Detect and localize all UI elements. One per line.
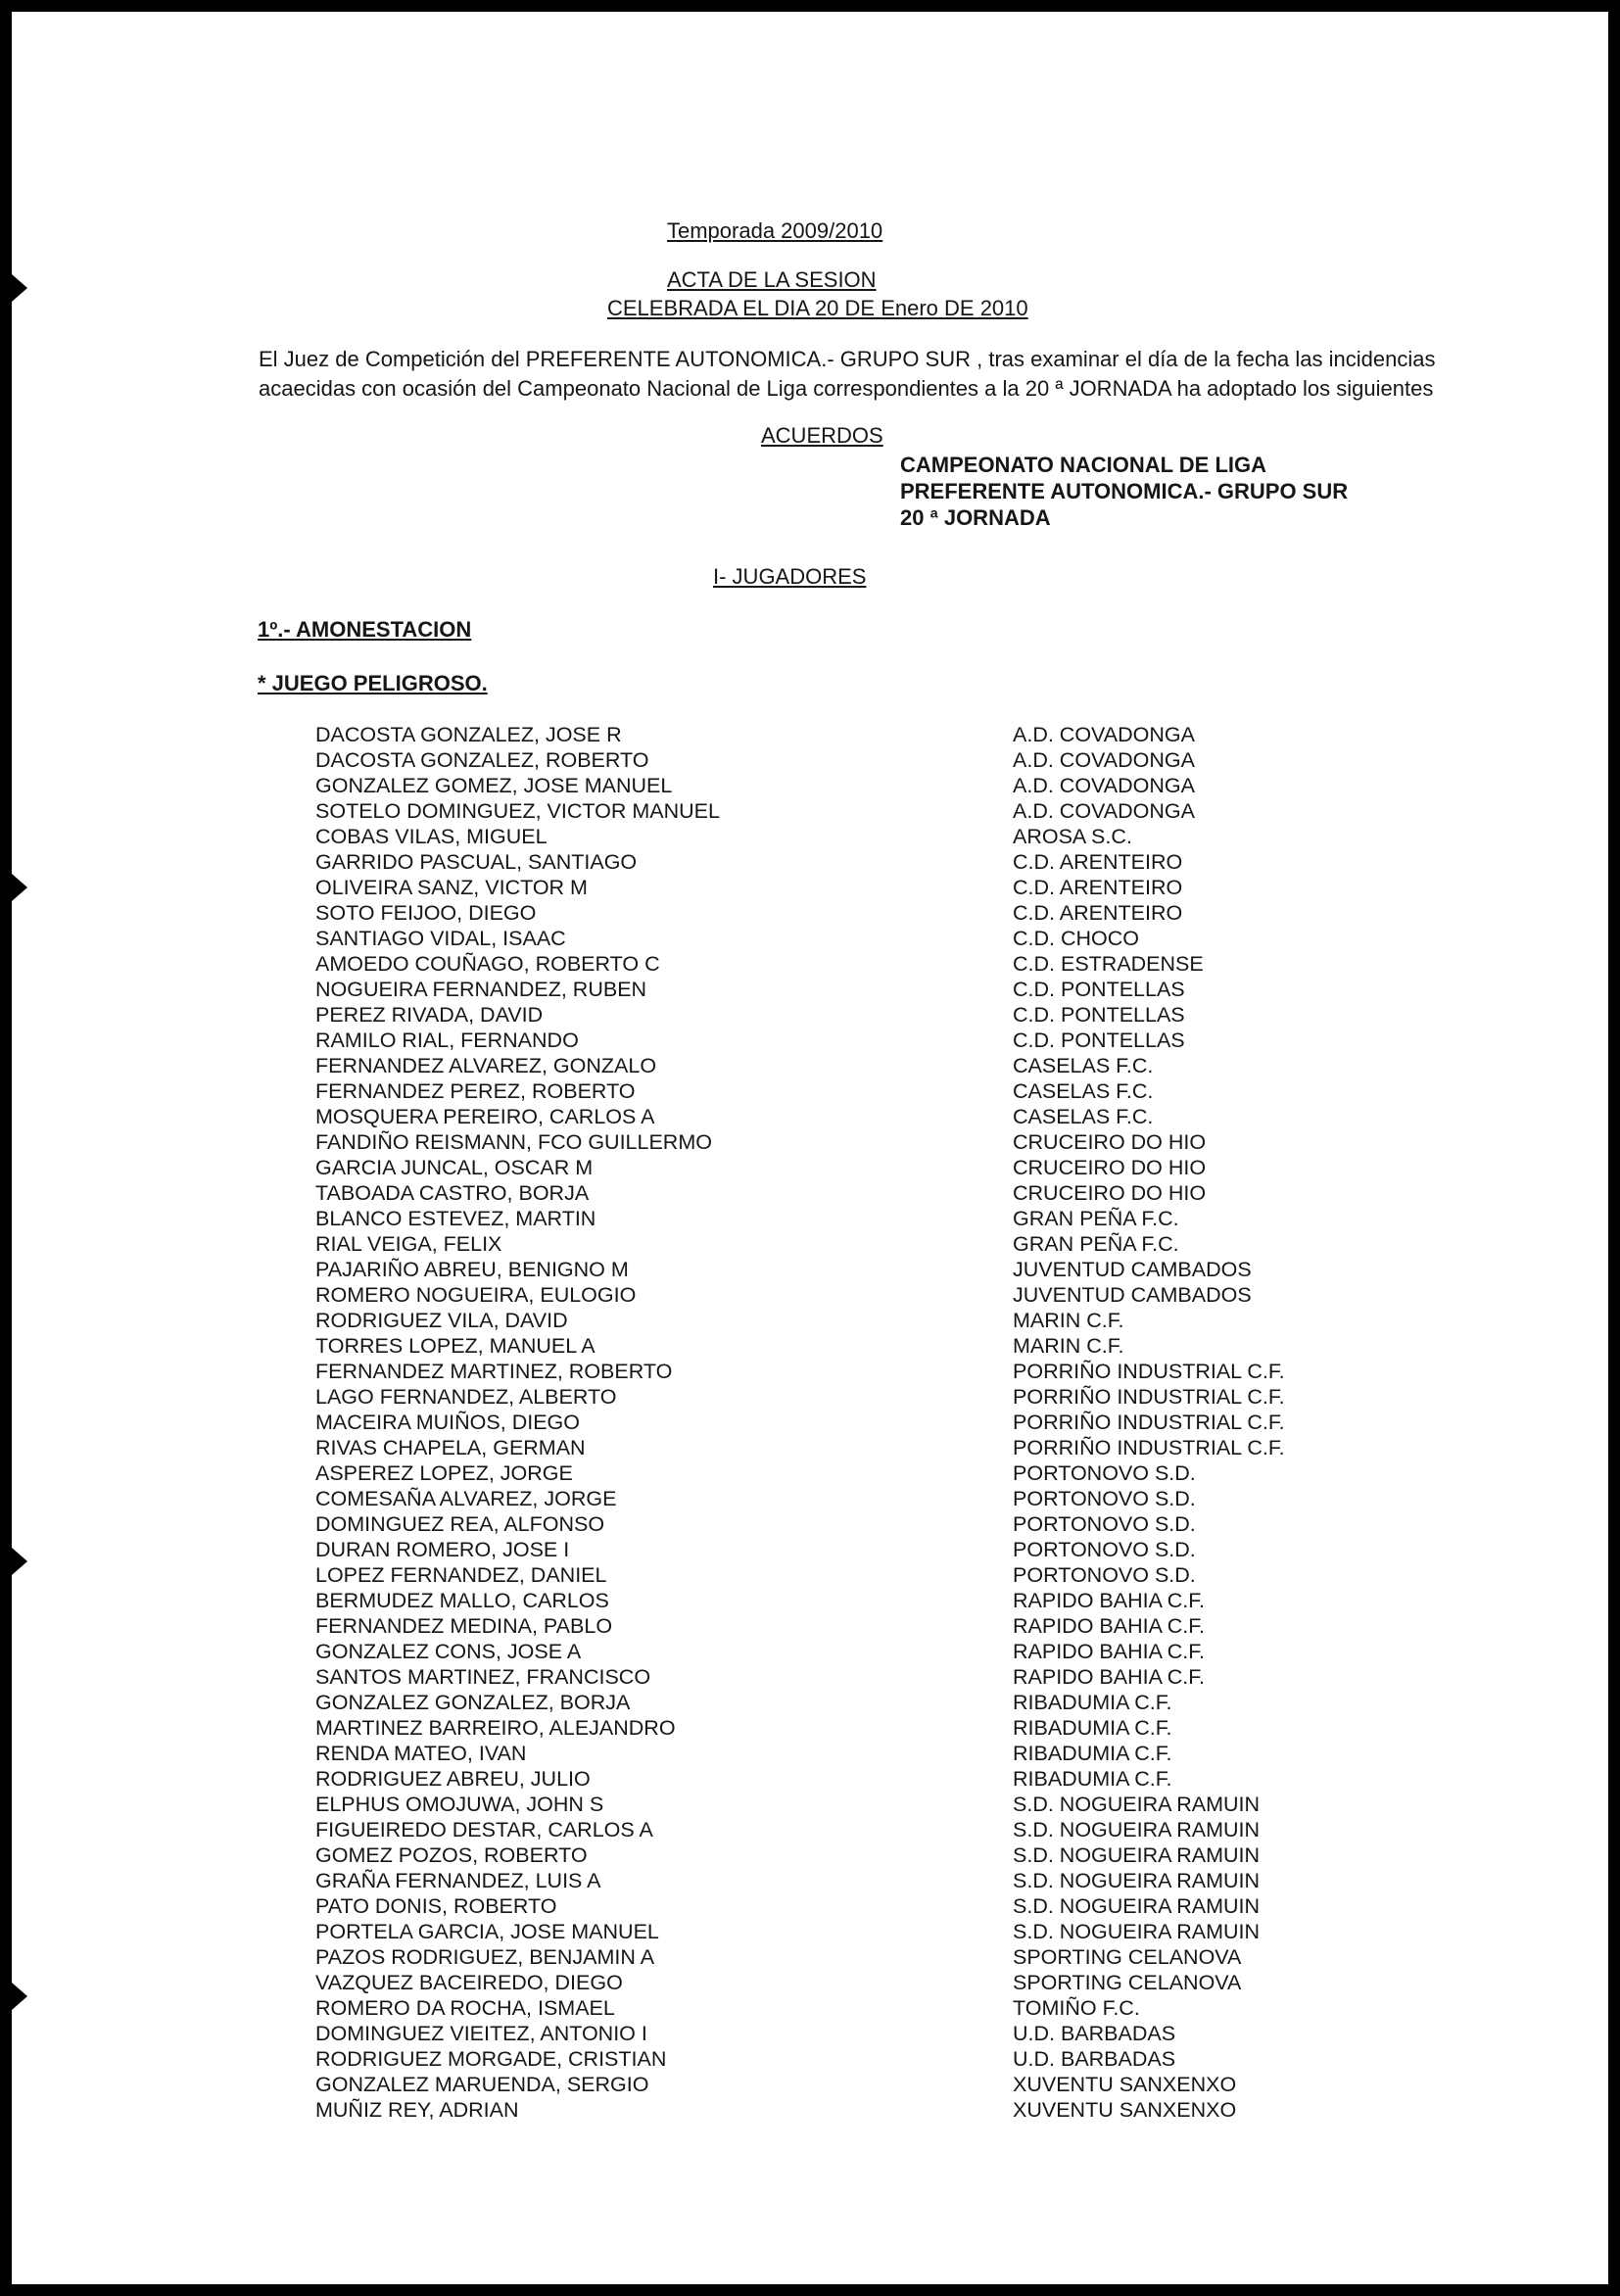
- player-club: S.D. NOGUEIRA RAMUIN: [1013, 1869, 1261, 1892]
- list-item: [315, 951, 1354, 977]
- player-name: RODRIGUEZ VILA, DAVID: [315, 1309, 568, 1332]
- torn-edge-mark: [12, 1548, 27, 1575]
- player-name: GONZALEZ GONZALEZ, BORJA: [315, 1691, 631, 1714]
- player-club: RAPIDO BAHIA C.F.: [1013, 1614, 1205, 1638]
- player-club: U.D. BARBADAS: [1013, 2022, 1176, 2045]
- player-club: RAPIDO BAHIA C.F.: [1013, 1665, 1205, 1689]
- player-name: PEREZ RIVADA, DAVID: [315, 1003, 544, 1027]
- list-item: [315, 722, 1354, 747]
- player-name: BERMUDEZ MALLO, CARLOS: [315, 1589, 609, 1612]
- player-club: PORTONOVO S.D.: [1013, 1487, 1196, 1510]
- player-name: SOTO FEIJOO, DIEGO: [315, 901, 537, 925]
- acuerdos-heading: ACUERDOS: [761, 423, 883, 448]
- list-item: [315, 1588, 1354, 1613]
- list-item: [315, 1842, 1354, 1868]
- player-club: S.D. NOGUEIRA RAMUIN: [1013, 1920, 1261, 1943]
- player-name: RODRIGUEZ ABREU, JULIO: [315, 1767, 591, 1791]
- list-item: [315, 1410, 1354, 1435]
- list-item: [315, 773, 1354, 798]
- list-item: [315, 1206, 1354, 1231]
- player-name: LAGO FERNANDEZ, ALBERTO: [315, 1385, 617, 1409]
- list-item: [315, 1460, 1354, 1486]
- player-name: RODRIGUEZ MORGADE, CRISTIAN: [315, 2047, 667, 2071]
- torn-edge-mark: [12, 874, 27, 901]
- player-name: DOMINGUEZ VIEITEZ, ANTONIO I: [315, 2022, 647, 2045]
- player-name: TABOADA CASTRO, BORJA: [315, 1181, 590, 1205]
- list-item: [315, 1537, 1354, 1562]
- player-club: GRAN PEÑA F.C.: [1013, 1232, 1179, 1256]
- player-name: RAMILO RIAL, FERNANDO: [315, 1028, 579, 1052]
- player-name: ASPEREZ LOPEZ, JORGE: [315, 1461, 573, 1485]
- list-item: [315, 1690, 1354, 1715]
- player-name: SANTIAGO VIDAL, ISAAC: [315, 927, 566, 950]
- player-name: MARTINEZ BARREIRO, ALEJANDRO: [315, 1716, 676, 1740]
- player-name: MOSQUERA PEREIRO, CARLOS A: [315, 1105, 655, 1128]
- player-name: FIGUEIREDO DESTAR, CARLOS A: [315, 1818, 653, 1842]
- player-name: BLANCO ESTEVEZ, MARTIN: [315, 1207, 596, 1230]
- player-club: C.D. CHOCO: [1013, 927, 1139, 950]
- list-item: [315, 1053, 1354, 1078]
- player-club: PORRIÑO INDUSTRIAL C.F.: [1013, 1436, 1285, 1459]
- player-club: C.D. PONTELLAS: [1013, 1028, 1185, 1052]
- list-item: [315, 1715, 1354, 1741]
- list-item: [315, 1944, 1354, 1970]
- player-club: RIBADUMIA C.F.: [1013, 1767, 1172, 1791]
- player-name: FERNANDEZ ALVAREZ, GONZALO: [315, 1054, 657, 1077]
- list-item: [315, 1333, 1354, 1359]
- player-name: FERNANDEZ MARTINEZ, ROBERTO: [315, 1360, 673, 1383]
- list-item: [315, 875, 1354, 900]
- list-item: [315, 1511, 1354, 1537]
- player-name: DACOSTA GONZALEZ, ROBERTO: [315, 748, 649, 772]
- player-club: S.D. NOGUEIRA RAMUIN: [1013, 1793, 1261, 1816]
- torn-edge-mark: [12, 1983, 27, 2010]
- competition-block: [900, 452, 1348, 531]
- player-name: NOGUEIRA FERNANDEZ, RUBEN: [315, 978, 647, 1001]
- list-item: [315, 2021, 1354, 2046]
- player-club: MARIN C.F.: [1013, 1309, 1124, 1332]
- player-name: PATO DONIS, ROBERTO: [315, 1894, 557, 1918]
- player-club: PORTONOVO S.D.: [1013, 1538, 1196, 1561]
- player-club: C.D. PONTELLAS: [1013, 978, 1185, 1001]
- player-club: XUVENTU SANXENXO: [1013, 2073, 1237, 2096]
- player-club: CRUCEIRO DO HIO: [1013, 1156, 1207, 1179]
- player-club: PORRIÑO INDUSTRIAL C.F.: [1013, 1385, 1285, 1409]
- list-item: [315, 1613, 1354, 1639]
- player-club: U.D. BARBADAS: [1013, 2047, 1176, 2071]
- list-item: [315, 2072, 1354, 2097]
- player-name: MUÑIZ REY, ADRIAN: [315, 2098, 519, 2122]
- torn-edge-mark: [12, 274, 27, 302]
- player-name: PORTELA GARCIA, JOSE MANUEL: [315, 1920, 659, 1943]
- player-name: GOMEZ POZOS, ROBERTO: [315, 1843, 588, 1867]
- player-name: DOMINGUEZ REA, ALFONSO: [315, 1512, 605, 1536]
- player-name: GARRIDO PASCUAL, SANTIAGO: [315, 850, 638, 874]
- category-title: * JUEGO PELIGROSO.: [258, 671, 488, 695]
- list-item: [315, 1180, 1354, 1206]
- player-club: PORTONOVO S.D.: [1013, 1461, 1196, 1485]
- list-item: [315, 1893, 1354, 1919]
- player-club: A.D. COVADONGA: [1013, 799, 1195, 823]
- player-name: DURAN ROMERO, JOSE I: [315, 1538, 570, 1561]
- list-item: [315, 1995, 1354, 2021]
- list-item: [315, 1639, 1354, 1664]
- player-club: RIBADUMIA C.F.: [1013, 1691, 1172, 1714]
- player-name: ROMERO DA ROCHA, ISMAEL: [315, 1996, 615, 2020]
- list-item: [315, 1435, 1354, 1460]
- list-item: [315, 1486, 1354, 1511]
- player-name: GARCIA JUNCAL, OSCAR M: [315, 1156, 594, 1179]
- document-page: [12, 12, 1608, 2284]
- player-name: FERNANDEZ PEREZ, ROBERTO: [315, 1079, 636, 1103]
- player-club: A.D. COVADONGA: [1013, 748, 1195, 772]
- player-name: RENDA MATEO, IVAN: [315, 1742, 527, 1765]
- player-club: C.D. PONTELLAS: [1013, 1003, 1185, 1027]
- player-name: ELPHUS OMOJUWA, JOHN S: [315, 1793, 604, 1816]
- list-item: [315, 1919, 1354, 1944]
- player-club: AROSA S.C.: [1013, 825, 1132, 848]
- player-name: GONZALEZ GOMEZ, JOSE MANUEL: [315, 774, 673, 797]
- player-club: S.D. NOGUEIRA RAMUIN: [1013, 1894, 1261, 1918]
- player-name: ROMERO NOGUEIRA, EULOGIO: [315, 1283, 637, 1307]
- player-name: PAZOS RODRIGUEZ, BENJAMIN A: [315, 1945, 655, 1969]
- list-item: [315, 849, 1354, 875]
- sanctioned-players-list: [315, 722, 1354, 2123]
- player-club: CASELAS F.C.: [1013, 1105, 1154, 1128]
- list-item: [315, 1231, 1354, 1257]
- player-name: AMOEDO COUÑAGO, ROBERTO C: [315, 952, 660, 976]
- list-item: [315, 1129, 1354, 1155]
- player-club: JUVENTUD CAMBADOS: [1013, 1258, 1252, 1281]
- player-club: C.D. ESTRADENSE: [1013, 952, 1204, 976]
- player-club: S.D. NOGUEIRA RAMUIN: [1013, 1843, 1261, 1867]
- player-club: RIBADUMIA C.F.: [1013, 1716, 1172, 1740]
- player-club: CASELAS F.C.: [1013, 1054, 1154, 1077]
- season-title: Temporada 2009/2010: [667, 218, 883, 243]
- player-name: VAZQUEZ BACEIREDO, DIEGO: [315, 1971, 623, 1994]
- player-name: DACOSTA GONZALEZ, JOSE R: [315, 723, 622, 746]
- list-item: [315, 1155, 1354, 1180]
- player-name: COBAS VILAS, MIGUEL: [315, 825, 548, 848]
- list-item: [315, 2046, 1354, 2072]
- player-club: A.D. COVADONGA: [1013, 774, 1195, 797]
- list-item: [315, 747, 1354, 773]
- list-item: [315, 977, 1354, 1002]
- player-name: RIVAS CHAPELA, GERMAN: [315, 1436, 586, 1459]
- player-name: COMESAÑA ALVAREZ, JORGE: [315, 1487, 617, 1510]
- competition-round: 20 ª JORNADA: [900, 505, 1051, 530]
- player-club: XUVENTU SANXENXO: [1013, 2098, 1237, 2122]
- list-item: [315, 798, 1354, 824]
- competition-group: PREFERENTE AUTONOMICA.- GRUPO SUR: [900, 479, 1349, 503]
- session-date: CELEBRADA EL DIA 20 DE Enero DE 2010: [607, 296, 1028, 320]
- list-item: [315, 1359, 1354, 1384]
- list-item: [315, 824, 1354, 849]
- player-club: TOMIÑO F.C.: [1013, 1996, 1140, 2020]
- section-title: I- JUGADORES: [713, 564, 867, 589]
- list-item: [315, 1562, 1354, 1588]
- player-club: GRAN PEÑA F.C.: [1013, 1207, 1179, 1230]
- list-item: [315, 1868, 1354, 1893]
- player-club: C.D. ARENTEIRO: [1013, 901, 1183, 925]
- player-club: PORRIÑO INDUSTRIAL C.F.: [1013, 1411, 1285, 1434]
- list-item: [315, 1384, 1354, 1410]
- player-name: OLIVEIRA SANZ, VICTOR M: [315, 876, 588, 899]
- list-item: [315, 926, 1354, 951]
- player-club: C.D. ARENTEIRO: [1013, 876, 1183, 899]
- intro-paragraph: El Juez de Competición del PREFERENTE AUTONOMICA.- GRUPO SUR , tras examinar el día de la fecha las incidencias acaecidas con ocasión del Campeonato Nacional de Liga correspondientes a la 20 ª JORNADA ha adoptado los siguientes: [259, 347, 1436, 401]
- subsection-title: 1º.- AMONESTACION: [258, 617, 472, 642]
- list-item: [315, 2097, 1354, 2123]
- player-club: C.D. ARENTEIRO: [1013, 850, 1183, 874]
- player-club: CASELAS F.C.: [1013, 1079, 1154, 1103]
- player-name: PAJARIÑO ABREU, BENIGNO M: [315, 1258, 629, 1281]
- player-name: SANTOS MARTINEZ, FRANCISCO: [315, 1665, 651, 1689]
- player-club: MARIN C.F.: [1013, 1334, 1124, 1358]
- player-club: S.D. NOGUEIRA RAMUIN: [1013, 1818, 1261, 1842]
- player-club: PORTONOVO S.D.: [1013, 1512, 1196, 1536]
- player-club: RAPIDO BAHIA C.F.: [1013, 1589, 1205, 1612]
- list-item: [315, 1257, 1354, 1282]
- player-club: JUVENTUD CAMBADOS: [1013, 1283, 1252, 1307]
- player-club: CRUCEIRO DO HIO: [1013, 1181, 1207, 1205]
- player-club: SPORTING CELANOVA: [1013, 1971, 1242, 1994]
- list-item: [315, 1028, 1354, 1053]
- player-name: MACEIRA MUIÑOS, DIEGO: [315, 1411, 580, 1434]
- player-name: SOTELO DOMINGUEZ, VICTOR MANUEL: [315, 799, 720, 823]
- list-item: [315, 1766, 1354, 1792]
- player-club: PORRIÑO INDUSTRIAL C.F.: [1013, 1360, 1285, 1383]
- list-item: [315, 1664, 1354, 1690]
- player-name: GONZALEZ MARUENDA, SERGIO: [315, 2073, 649, 2096]
- player-club: RIBADUMIA C.F.: [1013, 1742, 1172, 1765]
- list-item: [315, 1817, 1354, 1842]
- list-item: [315, 1002, 1354, 1028]
- acta-title: ACTA DE LA SESION: [667, 267, 877, 292]
- player-club: SPORTING CELANOVA: [1013, 1945, 1242, 1969]
- list-item: [315, 1741, 1354, 1766]
- list-item: [315, 1078, 1354, 1104]
- player-name: TORRES LOPEZ, MANUEL A: [315, 1334, 596, 1358]
- competition-name: CAMPEONATO NACIONAL DE LIGA: [900, 453, 1267, 477]
- list-item: [315, 1308, 1354, 1333]
- list-item: [315, 1282, 1354, 1308]
- player-name: GONZALEZ CONS, JOSE A: [315, 1640, 582, 1663]
- player-club: RAPIDO BAHIA C.F.: [1013, 1640, 1205, 1663]
- player-name: GRAÑA FERNANDEZ, LUIS A: [315, 1869, 601, 1892]
- list-item: [315, 900, 1354, 926]
- player-club: CRUCEIRO DO HIO: [1013, 1130, 1207, 1154]
- player-club: PORTONOVO S.D.: [1013, 1563, 1196, 1587]
- list-item: [315, 1970, 1354, 1995]
- player-name: FERNANDEZ MEDINA, PABLO: [315, 1614, 613, 1638]
- player-club: A.D. COVADONGA: [1013, 723, 1195, 746]
- list-item: [315, 1104, 1354, 1129]
- player-name: RIAL VEIGA, FELIX: [315, 1232, 502, 1256]
- player-name: FANDIÑO REISMANN, FCO GUILLERMO: [315, 1130, 712, 1154]
- player-name: LOPEZ FERNANDEZ, DANIEL: [315, 1563, 607, 1587]
- list-item: [315, 1792, 1354, 1817]
